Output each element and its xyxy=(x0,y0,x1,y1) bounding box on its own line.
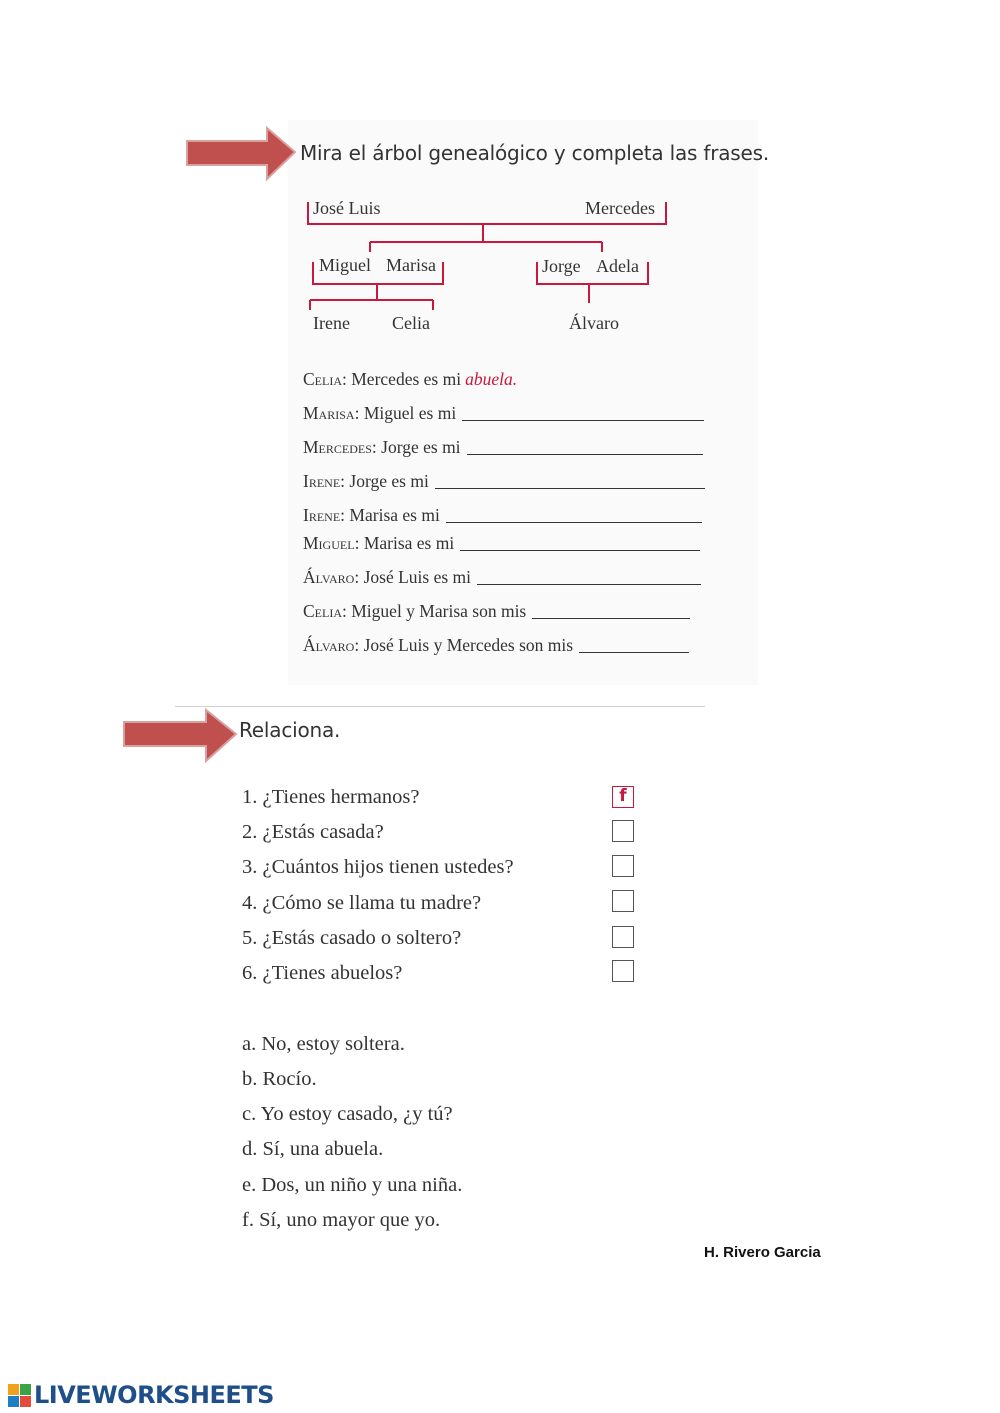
sentence-speaker: Miguel xyxy=(303,533,355,553)
sentence-speaker: Marisa xyxy=(303,403,355,423)
answer-box-5[interactable] xyxy=(612,926,634,948)
arrow-right-icon xyxy=(185,124,300,184)
answer-box-2[interactable] xyxy=(612,820,634,842)
answer-option: b. Rocío. xyxy=(242,1068,317,1090)
tree-name-celia: Celia xyxy=(392,313,430,333)
question-item: 1. ¿Tienes hermanos? xyxy=(242,786,420,808)
sentence-speaker: Álvaro xyxy=(303,567,355,587)
sentence-speaker: Irene xyxy=(303,471,341,491)
sentence-row: Miguel : Marisa es mi xyxy=(303,533,700,554)
answer-box-6[interactable] xyxy=(612,960,634,982)
sentence-text: Marisa es mi xyxy=(363,533,455,553)
sentence-text: José Luis es mi xyxy=(363,567,472,587)
sentence-speaker: Irene xyxy=(303,505,341,525)
sentence-speaker: Álvaro xyxy=(303,635,355,655)
answer-blank[interactable] xyxy=(467,453,703,455)
tree-name-marisa: Marisa xyxy=(386,255,436,275)
sentence-text: José Luis y Mercedes son mis xyxy=(363,635,574,655)
sentence-row: Mercedes : Jorge es mi xyxy=(303,437,703,458)
tree-name-irene: Irene xyxy=(313,313,350,333)
sentence-row: Marisa : Miguel es mi xyxy=(303,403,704,424)
tree-name-alvaro: Álvaro xyxy=(569,313,619,333)
arrow-right-icon xyxy=(122,706,240,766)
sentence-text: Marisa es mi xyxy=(349,505,440,525)
sentence-row: Celia : Mercedes es mi abuela. xyxy=(303,369,518,389)
tree-name-adela: Adela xyxy=(596,256,639,276)
question-item: 6. ¿Tienes abuelos? xyxy=(242,962,403,984)
sentence-row: Celia : Miguel y Marisa son mis xyxy=(303,601,690,622)
answer-blank[interactable] xyxy=(477,583,701,585)
sentence-speaker: Celia xyxy=(303,601,342,621)
answer-option: f. Sí, uno mayor que yo. xyxy=(242,1209,441,1231)
question-item: 4. ¿Cómo se llama tu madre? xyxy=(242,892,482,914)
tree-name-jorge: Jorge xyxy=(542,256,581,276)
sentence-row: Irene : Marisa es mi xyxy=(303,505,702,526)
sentence-text: Mercedes es mi xyxy=(351,369,462,389)
logo-text: LIVEWORKSHEETS xyxy=(34,1381,274,1409)
answer-blank[interactable] xyxy=(446,521,702,523)
answer-blank[interactable] xyxy=(532,617,690,619)
answer-option: c. Yo estoy casado, ¿y tú? xyxy=(242,1103,453,1125)
answer-blank[interactable] xyxy=(579,651,689,653)
section-divider xyxy=(175,706,705,707)
tree-name-miguel: Miguel xyxy=(319,255,371,275)
answer-option: a. No, estoy soltera. xyxy=(242,1033,405,1055)
answer-box-3[interactable] xyxy=(612,855,634,877)
sentence-speaker: Mercedes xyxy=(303,437,372,457)
sentence-text: Miguel y Marisa son mis xyxy=(351,601,527,621)
answer-option: d. Sí, una abuela. xyxy=(242,1138,384,1160)
sentence-row: Irene : Jorge es mi xyxy=(303,471,705,492)
sentence-text: Jorge es mi xyxy=(349,471,429,491)
question-item: 2. ¿Estás casada? xyxy=(242,821,384,843)
logo-grid-icon xyxy=(8,1384,31,1407)
author-credit: H. Rivero Garcia xyxy=(704,1244,821,1261)
tree-name-grandmother: Mercedes xyxy=(585,198,655,218)
sentence-row: Álvaro : José Luis y Mercedes son mis xyxy=(303,635,689,656)
answer-option: e. Dos, un niño y una niña. xyxy=(242,1174,463,1196)
section1-title: Mira el árbol genealógico y completa las frases. xyxy=(300,141,769,165)
tree-name-grandfather: José Luis xyxy=(313,198,381,218)
answer-box-1[interactable]: f xyxy=(612,786,634,808)
sentence-answer: abuela. xyxy=(465,369,518,389)
sentence-speaker: Celia xyxy=(303,369,342,389)
liveworksheets-logo xyxy=(8,1381,274,1409)
answer-box-4[interactable] xyxy=(612,890,634,912)
answer-blank[interactable] xyxy=(462,419,704,421)
section2-title: Relaciona. xyxy=(239,718,341,742)
sentence-text: Miguel es mi xyxy=(363,403,457,423)
answer-blank[interactable] xyxy=(460,549,700,551)
sentence-text: Jorge es mi xyxy=(381,437,461,457)
question-item: 3. ¿Cuántos hijos tienen ustedes? xyxy=(242,856,514,878)
question-item: 5. ¿Estás casado o soltero? xyxy=(242,927,462,949)
answer-blank[interactable] xyxy=(435,487,705,489)
sentence-row: Álvaro : José Luis es mi xyxy=(303,567,701,588)
